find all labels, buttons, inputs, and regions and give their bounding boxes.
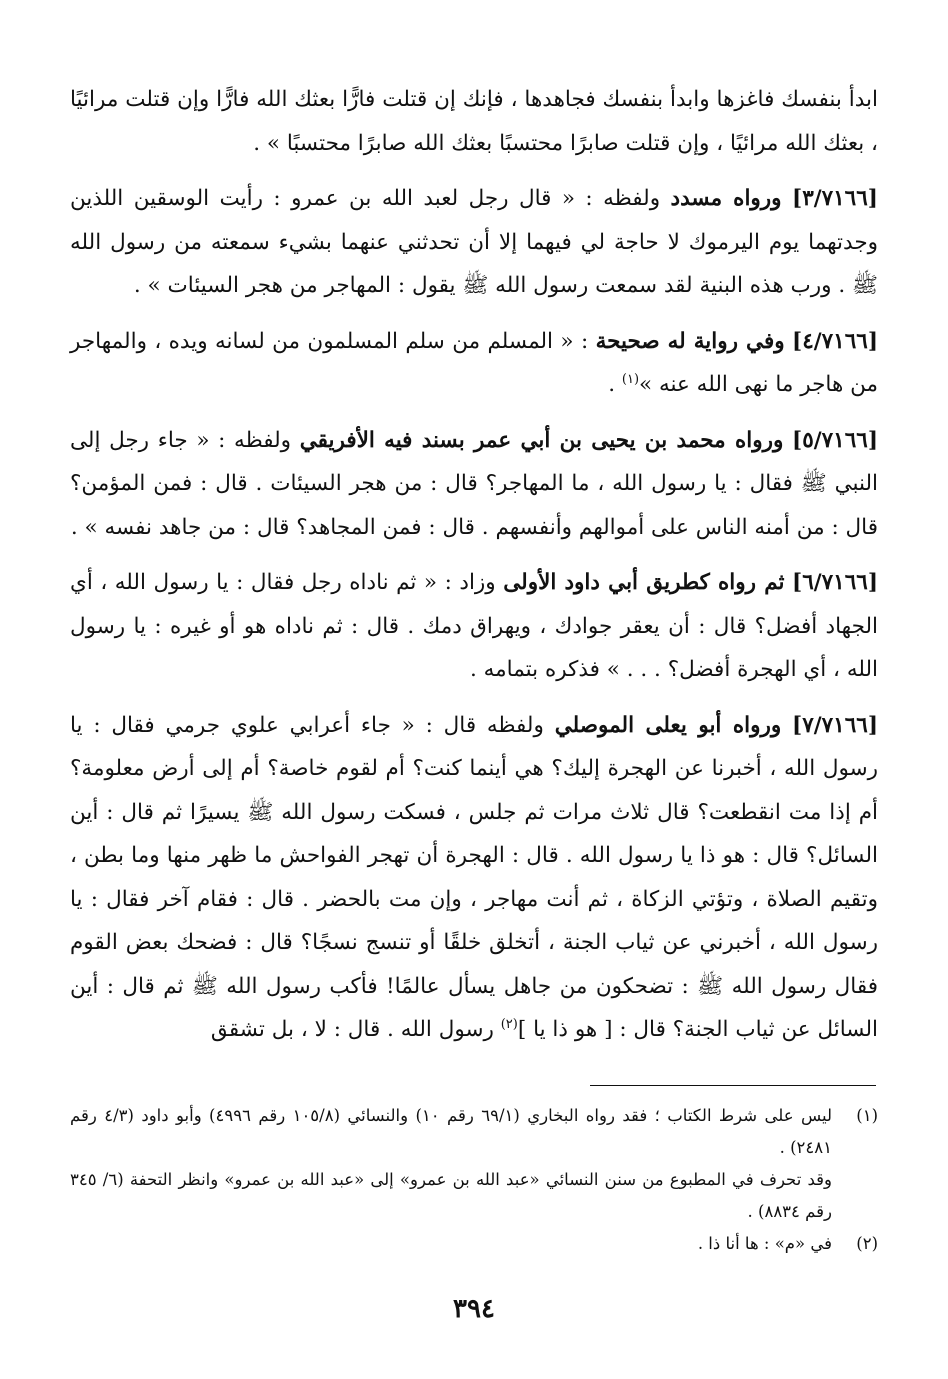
footnote-marker: (١) — [621, 371, 640, 387]
hadith-reference: [٣/٧١٦٦] — [792, 186, 878, 211]
hadith-reference: [٧/٧١٦٦] — [792, 712, 879, 738]
hadith-text: وزاد : « ثم ناداه رجل فقال : يا رسول الله ، أي الجهاد أفضل؟ قال : أن يعقر جوادك ، ويهراق دمك . قال : ثم ناداه هو أو غيره : يا رسول الله ، أي الهجرة أفضل؟ . . . » فذكره بتمامه . — [70, 570, 878, 682]
hadith-text: : « المسلم من سلم المسلمون من لسانه ويده ، والمهاجر من هاجر ما نهى الله عنه » — [70, 328, 878, 397]
hadith-paragraph-3 — [70, 177, 878, 308]
footnote-text: ليس على شرط الكتاب ؛ فقد رواه البخاري (٦٩/١ رقم ١٠) والنسائي (١٠٥/٨ رقم ٤٩٩٦) وأبو داود (٤/٣ رقم ٢٤٨١) . — [70, 1106, 832, 1157]
hadith-paragraph-4 — [70, 320, 878, 407]
footnote-number: (٢) — [856, 1234, 878, 1253]
footnote-2 — [70, 1228, 878, 1260]
main-text — [70, 78, 878, 1052]
hadith-text: ولفظه قال : « جاء أعرابي علوي جرمي فقال : يا رسول الله ، أخبرنا عن الهجرة إليك؟ هي أينما كنت؟ أم لقوم خاصة؟ أم إلى أرض معلومة؟ أم إذا مت انقطعت؟ قال ثلاث مرات ثم جلس ، فسكت رسول الله ﷺ يسيرًا ثم قال : أين السائل؟ قال : هو ذا يا رسول الله . قال : الهجرة أن تهجر الفواحش ما ظهر منها وما بطن ، وتقيم الصلاة ، وتؤتي الزكاة ، ثم أنت مهاجر ، وإن مت بالحضر . قال : فقام آخر فقال : يا رسول الله ، أخبرني عن ثياب الجنة ، أتخلق خلقًا أو تنسج نسجًا؟ قال : فضحك بعض القوم فقال رسول الله ﷺ : تضحكون من جاهل يسأل عالمًا! فأكب رسول الله ﷺ ثم قال : أين السائل عن ثياب الجنة؟ قال : [ هو ذا يا ] — [70, 712, 878, 1042]
hadith-text: ولفظه : « قال رجل لعبد الله بن عمرو : رأيت الوسقين اللذين وجدتهما يوم اليرموك لا حاجة لي فيهما إلا أن تحدثني عنهما بشيء سمعته من رسول الله ﷺ . ورب هذه البنية لقد سمعت رسول الله ﷺ يقول : المهاجر من هجر السيئات » . — [70, 186, 878, 298]
hadith-source: ورواه أبو يعلى الموصلي — [554, 712, 782, 738]
hadith-text-tail: . — [608, 372, 622, 397]
hadith-reference: [٤/٧١٦٦] — [792, 328, 878, 354]
hadith-source: ورواه محمد بن يحيى بن أبي عمر بسند فيه الأفريقي — [299, 427, 784, 453]
paragraph-continuation — [70, 78, 878, 165]
page-number: ٣٩٤ — [453, 1294, 495, 1324]
hadith-paragraph-5 — [70, 419, 878, 550]
footnote-marker: (٢) — [500, 1016, 518, 1032]
footnotes — [70, 1100, 878, 1260]
footnote-1 — [70, 1100, 878, 1164]
hadith-source: ثم رواه كطريق أبي داود الأولى — [503, 570, 785, 595]
hadith-source: وفي رواية له صحيحة — [595, 328, 785, 354]
hadith-text: ولفظه : « جاء رجل إلى النبي ﷺ فقال : يا رسول الله ، ما المهاجر؟ قال : من هجر السيئات . قال : فمن المؤمن؟ قال : من أمنه الناس على أموالهم وأنفسهم . قال : فمن المجاهد؟ قال : من جاهد نفسه » . — [70, 427, 878, 540]
hadith-source: ورواه مسدد — [670, 186, 782, 211]
hadith-reference: [٥/٧١٦٦] — [792, 427, 878, 453]
hadith-reference: [٦/٧١٦٦] — [792, 570, 878, 595]
hadith-paragraph-7 — [70, 704, 878, 1052]
footnote-number: (١) — [856, 1106, 878, 1125]
hadith-text-tail: رسول الله . قال : لا ، بل تشقق — [210, 1017, 501, 1042]
footnote-divider — [590, 1085, 876, 1086]
footnote-1-continuation: وقد تحرف في المطبوع من سنن النسائي «عبد الله بن عمرو» إلى «عبد الله بن عمرو» وانظر التحفة (٦/ ٣٤٥ رقم ٨٨٣٤) . — [70, 1170, 832, 1221]
footnote-text: في «م» : ها أنا ذا . — [697, 1234, 832, 1253]
hadith-paragraph-6 — [70, 561, 878, 692]
paragraph-text: ابدأ بنفسك فاغزها وابدأ بنفسك فجاهدها ، فإنك إن قتلت فارًّا بعثك الله فارًّا وإن قتلت مرائيًا ، بعثك الله مرائيًا ، وإن قتلت صابرًا محتسبًا بعثك الله صابرًا محتسبًا » . — [70, 87, 878, 156]
